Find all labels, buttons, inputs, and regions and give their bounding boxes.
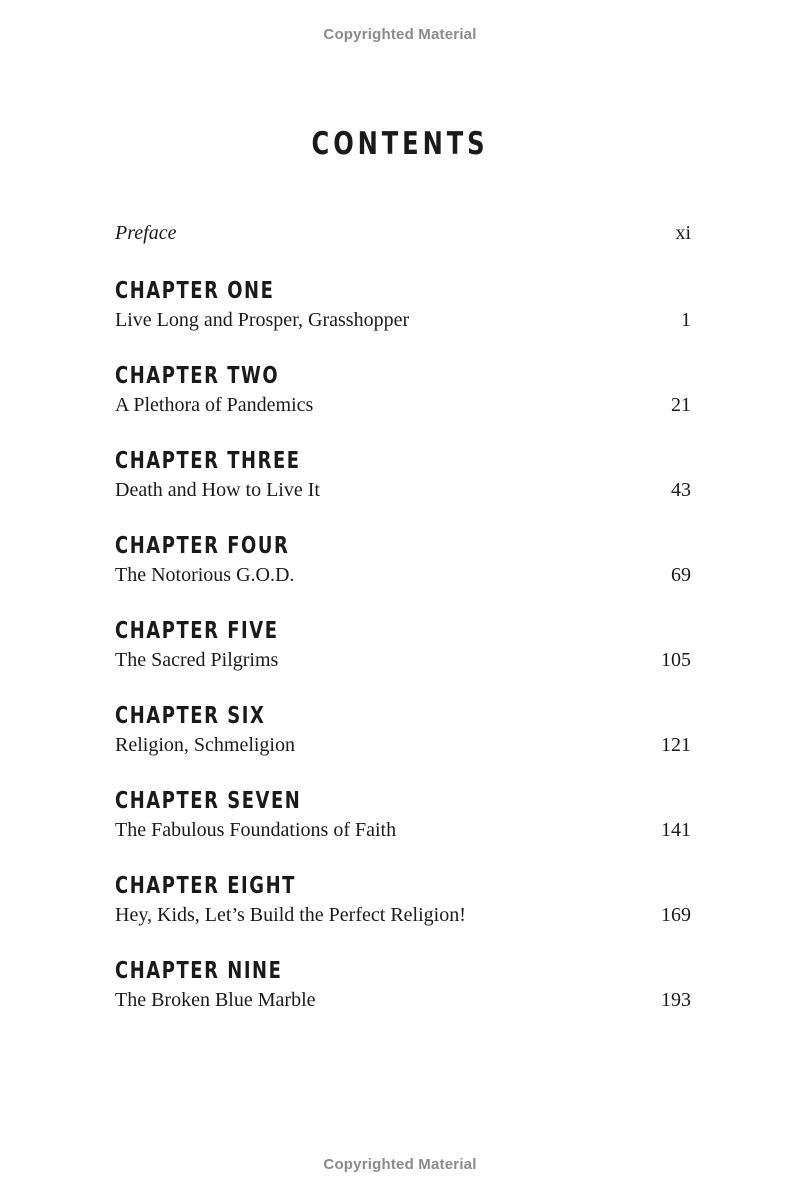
chapter-line: [115, 730, 691, 760]
table-of-contents: [115, 222, 691, 1017]
chapter-title: The Broken Blue Marble: [115, 989, 316, 1011]
chapter-title: The Sacred Pilgrims: [115, 649, 279, 671]
copyright-watermark-bottom: Copyrighted Material: [323, 1156, 477, 1173]
chapter-line: [115, 560, 691, 590]
chapter-line: [115, 900, 691, 930]
chapter-title: Death and How to Live It: [115, 479, 320, 501]
chapter-title: The Notorious G.O.D.: [115, 564, 295, 586]
chapter-entry-three: [115, 447, 691, 507]
chapter-page-number: 21: [671, 394, 691, 416]
chapter-title: Religion, Schmeligion: [115, 734, 295, 756]
chapter-heading: CHAPTER FOUR: [115, 533, 290, 559]
chapter-entry-six: [115, 702, 691, 762]
chapter-heading: CHAPTER ONE: [115, 278, 275, 304]
chapter-page-number: 43: [671, 479, 691, 501]
chapter-entry-nine: [115, 957, 691, 1017]
chapter-title: Live Long and Prosper, Grasshopper: [115, 309, 410, 331]
chapter-line: [115, 305, 691, 335]
chapter-entry-two: [115, 362, 691, 422]
chapter-entry-seven: [115, 787, 691, 847]
chapter-line: [115, 985, 691, 1015]
chapter-line: [115, 815, 691, 845]
chapter-page-number: 105: [661, 649, 691, 671]
chapter-heading: CHAPTER FIVE: [115, 618, 279, 644]
chapter-line: [115, 390, 691, 420]
chapter-page-number: 69: [671, 564, 691, 586]
chapter-line: [115, 645, 691, 675]
chapter-line: [115, 475, 691, 505]
chapter-entry-eight: [115, 872, 691, 932]
preface-entry: [115, 222, 691, 252]
chapter-heading: CHAPTER SEVEN: [115, 788, 302, 814]
chapter-page-number: 193: [661, 989, 691, 1011]
chapter-page-number: 141: [661, 819, 691, 841]
preface-label: Preface: [115, 222, 177, 244]
chapter-page-number: 121: [661, 734, 691, 756]
copyright-watermark-top: Copyrighted Material: [323, 26, 477, 43]
chapter-heading: CHAPTER NINE: [115, 958, 283, 984]
chapter-heading: CHAPTER THREE: [115, 448, 301, 474]
chapter-title: A Plethora of Pandemics: [115, 394, 314, 416]
chapter-heading: CHAPTER TWO: [115, 363, 280, 389]
chapter-title: The Fabulous Foundations of Faith: [115, 819, 397, 841]
page-title: CONTENTS: [311, 126, 489, 162]
preface-page-number: xi: [675, 222, 691, 244]
chapter-title: Hey, Kids, Let’s Build the Perfect Religion!: [115, 904, 466, 926]
chapter-entry-four: [115, 532, 691, 592]
chapter-heading: CHAPTER SIX: [115, 703, 266, 729]
chapter-entry-five: [115, 617, 691, 677]
chapter-entry-one: [115, 277, 691, 337]
chapter-page-number: 1: [681, 309, 691, 331]
chapter-page-number: 169: [661, 904, 691, 926]
chapter-heading: CHAPTER EIGHT: [115, 873, 296, 899]
